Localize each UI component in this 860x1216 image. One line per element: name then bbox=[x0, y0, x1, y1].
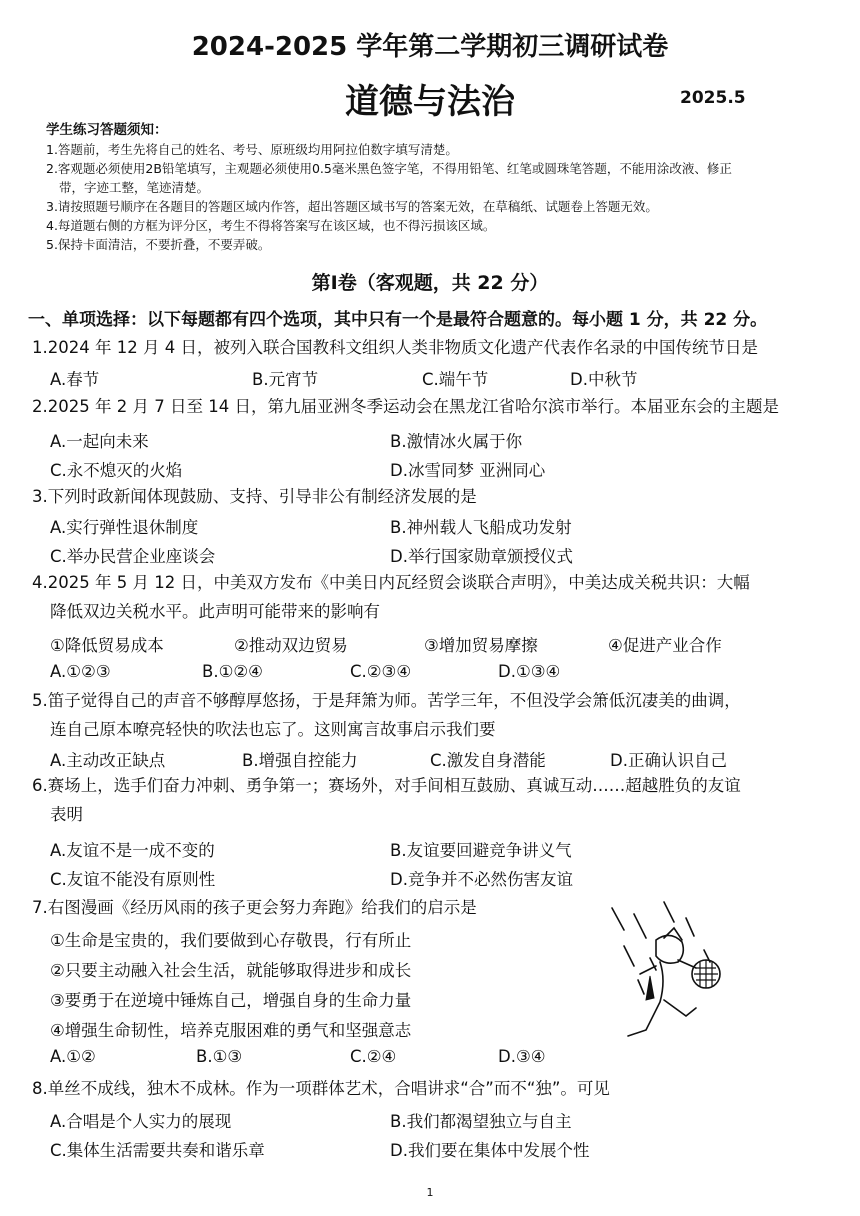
question-stem: 表明 bbox=[50, 805, 83, 824]
statement-item: ③要勇于在逆境中锤炼自己，增强自身的生命力量 bbox=[50, 991, 412, 1010]
exam-date: 2025.5 bbox=[680, 88, 746, 108]
option-a: A.主动改正缺点 bbox=[50, 751, 166, 770]
option-a: A.实行弹性退休制度 bbox=[50, 518, 199, 537]
answer-notice bbox=[46, 121, 826, 254]
question-stem: 2.2025 年 2 月 7 日至 14 日，第九届亚洲冬季运动会在黑龙江省哈尔滨市举行。本届亚东会的主题是 bbox=[32, 397, 779, 416]
option-b: B.元宵节 bbox=[252, 370, 319, 389]
option-d: D.中秋节 bbox=[570, 370, 638, 389]
notice-item: 4.每道题右侧的方框为评分区，考生不得将答案写在该区域，也不得污损该区域。 bbox=[46, 218, 496, 233]
option-c: C.友谊不能没有原则性 bbox=[50, 870, 216, 889]
statement-item: ②推动双边贸易 bbox=[234, 636, 348, 655]
option-b: B.激情冰火属于你 bbox=[390, 432, 523, 451]
option-c: C.举办民营企业座谈会 bbox=[50, 547, 216, 566]
notice-item: 1.答题前，考生先将自己的姓名、考号、原班级均用阿拉伯数字填写清楚。 bbox=[46, 142, 458, 157]
question-stem: 8.单丝不成线，独木不成林。作为一项群体艺术，合唱讲求“合”而不“独”。可见 bbox=[32, 1079, 610, 1098]
notice-item: 5.保持卡面清洁，不要折叠，不要弄破。 bbox=[46, 237, 271, 252]
option-c: C.激发自身潜能 bbox=[430, 751, 546, 770]
section-title: 第Ⅰ卷（客观题，共 22 分） bbox=[311, 272, 549, 294]
statement-item: ③增加贸易摩擦 bbox=[424, 636, 538, 655]
option-b: B.我们都渴望独立与自主 bbox=[390, 1112, 572, 1131]
option-b: B.①③ bbox=[196, 1047, 243, 1066]
option-b: B.友谊要回避竞争讲义气 bbox=[390, 841, 572, 860]
option-a: A.春节 bbox=[50, 370, 100, 389]
option-d: D.①③④ bbox=[498, 662, 561, 681]
question-stem: 4.2025 年 5 月 12 日，中美双方发布《中美日内瓦经贸会谈联合声明》，中美达成关税共识：大幅 bbox=[32, 573, 750, 592]
question-stem: 降低双边关税水平。此声明可能带来的影响有 bbox=[50, 602, 380, 621]
option-b: B.神州载人飞船成功发射 bbox=[390, 518, 572, 537]
option-a: A.①②③ bbox=[50, 662, 111, 681]
option-a: A.一起向未来 bbox=[50, 432, 149, 451]
notice-item: 3.请按照题号顺序在各题目的答题区域内作答，超出答题区域书写的答案无效，在草稿纸、试题卷上答题无效。 bbox=[46, 199, 658, 214]
statement-item: ①降低贸易成本 bbox=[50, 636, 164, 655]
option-c: C.永不熄灭的火焰 bbox=[50, 461, 183, 480]
page-number: 1 bbox=[426, 1186, 434, 1199]
option-d: D.正确认识自己 bbox=[610, 751, 727, 770]
option-a: A.友谊不是一成不变的 bbox=[50, 841, 215, 860]
statement-item: ④促进产业合作 bbox=[608, 636, 722, 655]
question-stem: 6.赛场上，选手们奋力冲刺、勇争第一；赛场外，对手间相互鼓励、真诚互动……超越胜负的友谊 bbox=[32, 776, 741, 795]
statement-item: ②只要主动融入社会生活，就能够取得进步和成长 bbox=[50, 961, 412, 980]
question-stem: 7.右图漫画《经历风雨的孩子更会努力奔跑》给我们的启示是 bbox=[32, 898, 477, 917]
option-d: D.冰雪同梦 亚洲同心 bbox=[390, 461, 546, 480]
option-d: D.③④ bbox=[498, 1047, 546, 1066]
option-c: C.端午节 bbox=[422, 370, 489, 389]
option-b: B.增强自控能力 bbox=[242, 751, 358, 770]
option-a: A.合唱是个人实力的展现 bbox=[50, 1112, 232, 1131]
statement-item: ①生命是宝贵的，我们要做到心存敬畏，行有所止 bbox=[50, 931, 412, 950]
subject-title: 道德与法治 bbox=[345, 82, 515, 122]
option-d: D.竞争并不必然伤害友谊 bbox=[390, 870, 573, 889]
statement-item: ④增强生命韧性，培养克服困难的勇气和坚强意志 bbox=[50, 1021, 412, 1040]
question-stem: 连自己原本嘹亮轻快的吹法也忘了。这则寓言故事启示我们要 bbox=[50, 720, 496, 739]
question-stem: 3.下列时政新闻体现鼓励、支持、引导非公有制经济发展的是 bbox=[32, 487, 477, 506]
option-d: D.举行国家勋章颁授仪式 bbox=[390, 547, 573, 566]
cartoon-running-child-in-rain bbox=[594, 900, 744, 1060]
notice-item: 2.客观题必须使用2B铅笔填写，主观题必须使用0.5毫米黑色签字笔，不得用铅笔、红笔或圆珠笔答题，不能用涂改液、修正 bbox=[46, 161, 732, 176]
option-d: D.我们要在集体中发展个性 bbox=[390, 1141, 590, 1160]
option-a: A.①② bbox=[50, 1047, 96, 1066]
option-c: C.②④ bbox=[350, 1047, 397, 1066]
question-stem: 5.笛子觉得自己的声音不够醇厚悠扬，于是拜箫为师。苦学三年，不但没学会箫低沉凄美的曲调， bbox=[32, 691, 741, 710]
notice-item: 带，字迹工整，笔迹清楚。 bbox=[59, 180, 210, 195]
question-stem: 1.2024 年 12 月 4 日，被列入联合国教科文组织人类非物质文化遗产代表作名录的中国传统节日是 bbox=[32, 338, 758, 357]
exam-title: 2024-2025 学年第二学期初三调研试卷 bbox=[191, 32, 669, 62]
option-c: C.集体生活需要共奏和谐乐章 bbox=[50, 1141, 265, 1160]
option-c: C.②③④ bbox=[350, 662, 412, 681]
part-title: 一、单项选择：以下每题都有四个选项，其中只有一个是最符合题意的。每小题 1 分，共 22 分。 bbox=[28, 310, 768, 330]
notice-heading: 学生练习答题须知： bbox=[46, 122, 168, 138]
option-b: B.①②④ bbox=[202, 662, 263, 681]
